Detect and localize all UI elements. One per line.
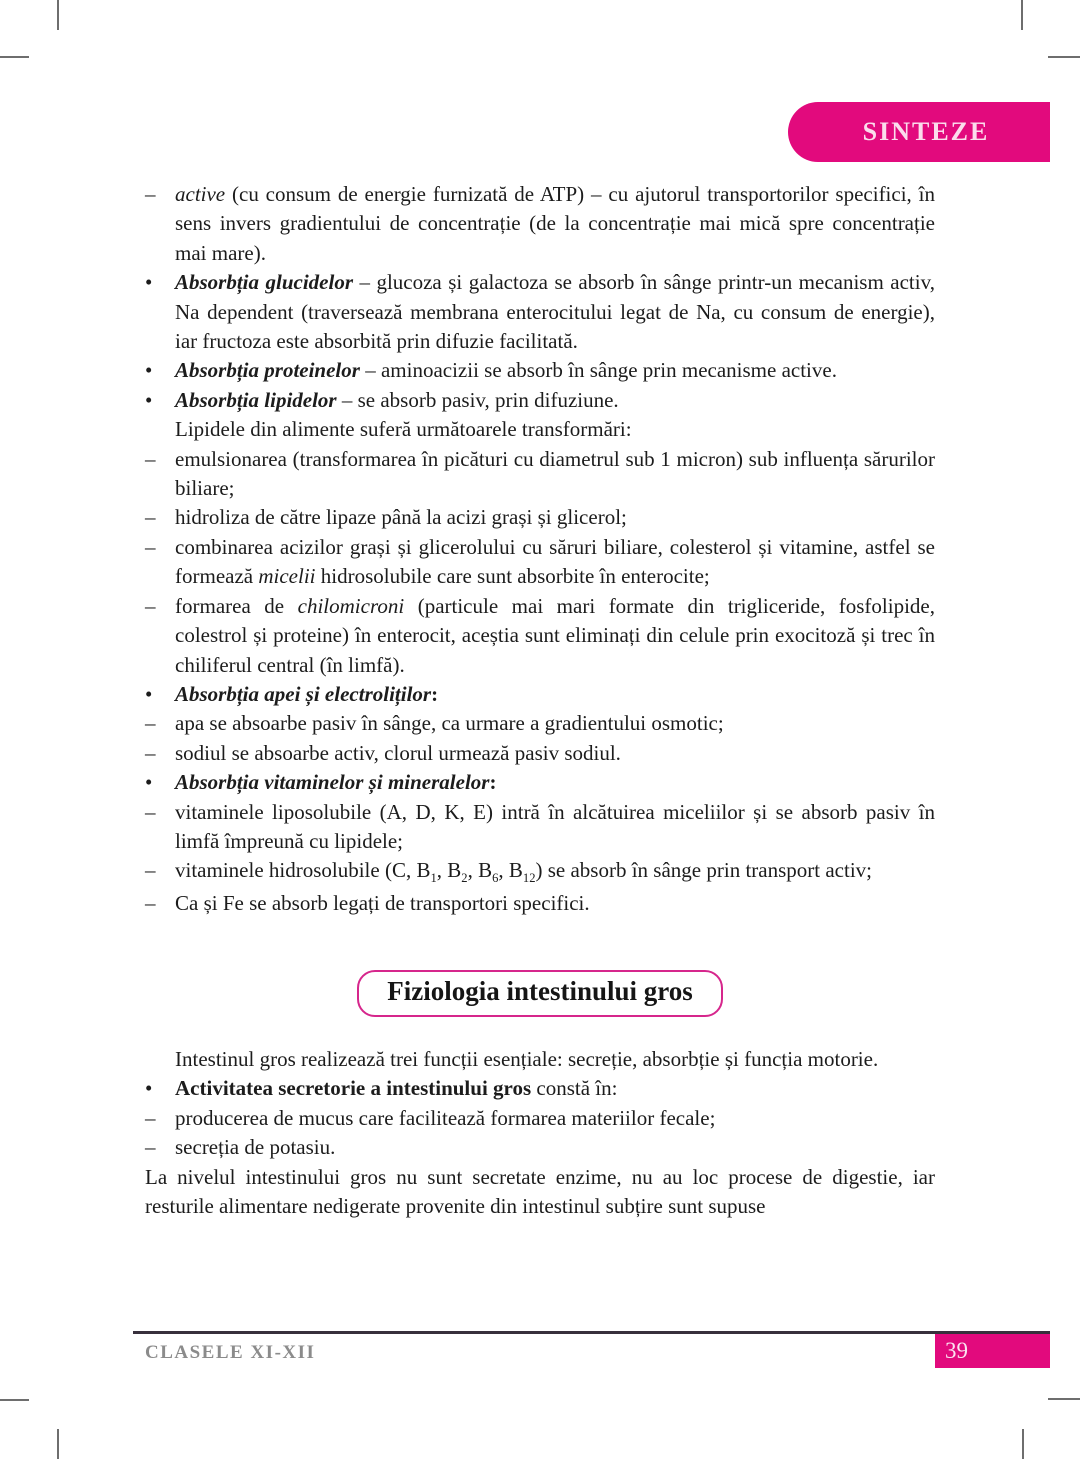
crop-mark-bottom-left-vertical (57, 1429, 59, 1459)
crop-mark-bottom-right-vertical (1022, 1429, 1024, 1459)
item-text: Absorbția proteinelor (175, 358, 360, 383)
item-text: apa se absoarbe pasiv în sânge, ca urmare a gradientului osmotic; (175, 711, 724, 736)
bullet-marker: • (145, 681, 153, 706)
list-item (145, 680, 935, 709)
dash-marker: – (145, 534, 156, 559)
item-text: , B (467, 858, 493, 883)
item-text: Lipidele din alimente suferă următoarele transformări: (175, 417, 632, 442)
section-title-box (357, 970, 723, 1017)
item-text: – aminoacizii se absorb în sânge prin mecanisme active. (359, 358, 837, 383)
footer-left-label: CLASELE XI-XII (145, 1342, 316, 1363)
section-title-wrap (145, 970, 935, 1017)
list-item (145, 1133, 935, 1162)
outro-paragraph: La nivelul intestinului gros nu sunt secretate enzime, nu au loc procese de digestie, iar resturile alimentare nedigerate provenite din intestinul subțire sunt supuse (145, 1164, 935, 1218)
crop-mark-bottom-right-horizontal (1048, 1398, 1080, 1400)
item-text: producerea de mucus care facilitează formarea materiilor fecale; (175, 1105, 716, 1130)
item-text: chilomicroni (297, 593, 405, 618)
item-text: micelii (258, 564, 316, 589)
dash-marker: – (145, 858, 156, 883)
item-text: – se absorb pasiv, prin difuziune. (336, 387, 619, 412)
list-item (145, 856, 935, 888)
list-item (145, 798, 935, 857)
list-item (145, 356, 935, 385)
crop-mark-top-right-vertical (1021, 0, 1023, 30)
item-text: , B (498, 858, 523, 883)
bullet-marker: • (145, 387, 153, 412)
subscript: 12 (522, 871, 536, 886)
list-item (145, 386, 935, 415)
item-text: Absorbția vitaminelor și mineralelor (175, 770, 490, 795)
sinteze-badge (788, 102, 1050, 162)
body-content (145, 180, 935, 1221)
list-item (145, 592, 935, 680)
section-title: Fiziologia intestinului gros (387, 976, 693, 1007)
item-text: vitaminele hidrosolubile (C, B (175, 858, 431, 883)
dash-marker: – (145, 740, 156, 765)
subscript: 2 (461, 871, 468, 886)
list-item (145, 739, 935, 768)
item-text: secreția de potasiu. (175, 1135, 336, 1160)
subscript: 6 (492, 871, 499, 886)
dash-marker: – (145, 505, 156, 530)
item-text: ) se absorb în sânge prin transport activ; (535, 858, 872, 883)
item-text: formarea de (175, 593, 298, 618)
item-text: sodiul se absoarbe activ, clorul urmează pasiv sodiul. (175, 740, 621, 765)
badge-label: SINTEZE (862, 117, 990, 146)
item-text: hidrosolubile care sunt absorbite în enterocite; (315, 564, 710, 589)
dash-marker: – (145, 799, 156, 824)
bullet-marker: • (145, 270, 153, 295)
item-text: – glucoza și galactoza se absorb în sânge printr-un mecanism activ, Na dependent (traversează membrana enterocitului legat de Na, cu consum de energie), iar fructoza este absorbită prin difuzie facilitată. (175, 270, 935, 354)
footer-rule (133, 1331, 1050, 1334)
list-item (145, 445, 935, 504)
item-text: combinarea acizilor grași și glicerolului cu săruri biliare, colesterol și vitamine, astfel se formează (175, 534, 935, 589)
item-text: : (431, 681, 439, 706)
item-text: emulsionarea (transformarea în picături cu diametrul sub 1 micron) sub influența sărurilor biliare; (175, 446, 935, 501)
dash-marker: – (145, 446, 156, 471)
item-text: , B (436, 858, 462, 883)
subscript: 1 (430, 871, 437, 886)
crop-mark-top-left-vertical (57, 0, 59, 30)
dash-marker: – (145, 182, 156, 206)
page-number-box (935, 1334, 1050, 1368)
crop-mark-top-right-horizontal (1048, 56, 1080, 58)
item-text: hidroliza de către lipaze până la acizi grași și glicerol; (175, 505, 627, 530)
item-text: Ca și Fe se absorb legați de transportori specifici. (175, 890, 590, 915)
list-item (145, 180, 935, 268)
list-item (145, 1074, 935, 1103)
item-text: (particule mai mari formate din trigliceride, fosfolipide, colestrol și proteine) în enterocit, aceștia sunt eliminați din celule prin exocitoză și trec în chiliferul central (în limfă). (175, 593, 935, 677)
dash-marker: – (145, 711, 156, 736)
item-text: vitaminele liposolubile (A, D, K, E) intră în alcătuirea miceliilor și se absorb pasiv în limfă împreună cu lipidele; (175, 799, 935, 853)
dash-marker: – (145, 1135, 156, 1160)
bullet-marker: • (145, 770, 153, 795)
dash-marker: – (145, 890, 156, 915)
intro-paragraph: Intestinul gros realizează trei funcții esențiale: secreție, absorbție și funcția motorie. (175, 1046, 879, 1071)
crop-mark-bottom-left-horizontal (0, 1399, 29, 1401)
dash-marker: – (145, 593, 156, 618)
bullet-marker: • (145, 358, 153, 383)
bullet-marker: • (145, 1076, 153, 1101)
list-item (145, 768, 935, 797)
page-number: 39 (945, 1338, 968, 1363)
item-text: constă în: (531, 1076, 618, 1101)
item-text: active (175, 182, 226, 206)
list-item (145, 503, 935, 532)
list-item (145, 889, 935, 918)
item-text: Activitatea secretorie a intestinului gros (175, 1076, 532, 1101)
item-text: : (489, 770, 497, 795)
list-item (145, 268, 935, 356)
item-text: Absorbția lipidelor (175, 387, 337, 412)
item-text: Absorbția apei și electroliților (175, 681, 432, 706)
list-item (145, 1104, 935, 1133)
item-text: Absorbția glucidelor (175, 270, 353, 295)
dash-marker: – (145, 1105, 156, 1130)
list-item (145, 533, 935, 592)
item-text: (cu consum de energie furnizată de ATP) – cu ajutorul transportorilor specifici, în sens invers gradientului de concentrație (de la concentrație mai mică spre concentrație mai mare). (175, 182, 935, 265)
crop-mark-top-left-horizontal (0, 56, 29, 58)
list-item (145, 709, 935, 738)
list-item (145, 415, 935, 444)
